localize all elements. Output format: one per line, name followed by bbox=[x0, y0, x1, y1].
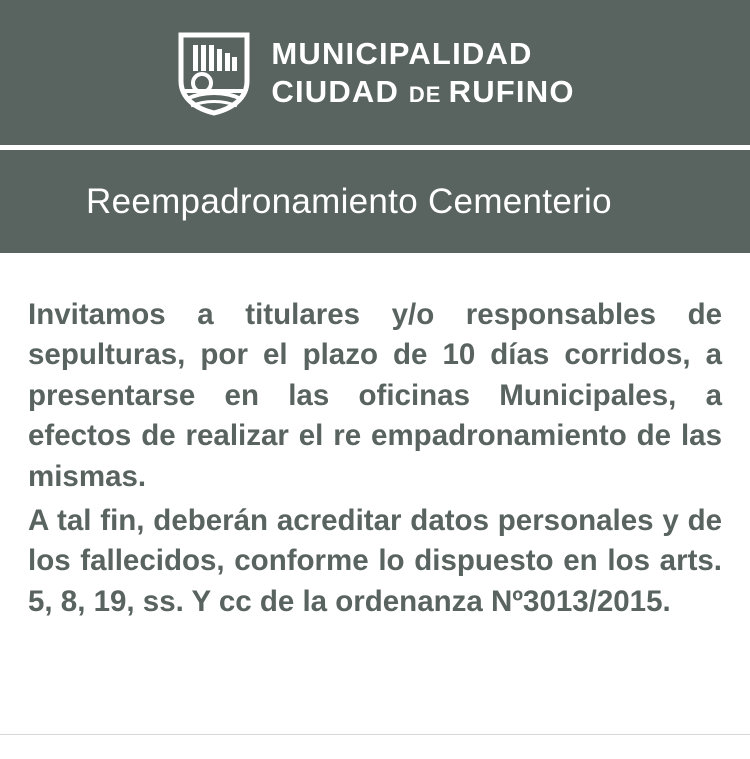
brand-lockup bbox=[175, 29, 574, 117]
brand-de: DE bbox=[408, 82, 449, 107]
bottom-divider bbox=[0, 734, 750, 735]
page-title: Reempadronamiento Cementerio bbox=[86, 181, 612, 221]
rufino-crest-icon bbox=[175, 29, 253, 117]
title-band bbox=[0, 150, 750, 253]
brand-text bbox=[271, 38, 574, 107]
header-band bbox=[0, 0, 750, 145]
brand-ciudad: CIUDAD bbox=[271, 74, 409, 109]
brand-line-municipalidad: MUNICIPALIDAD bbox=[271, 36, 533, 71]
body-paragraph-2: A tal fin, deberán acreditar datos personales y de los fallecidos, conforme lo dispuesto en los arts. 5, 8, 19, ss. Y cc de la ordenanza Nº3013/2015. bbox=[28, 504, 722, 618]
body-area bbox=[0, 253, 750, 759]
brand-rufino: RUFINO bbox=[448, 74, 575, 109]
body-paragraph-1: Invitamos a titulares y/o responsables de sepulturas, por el plazo de 10 días corridos, a presentarse en las oficinas Municipales, a efectos de realizar el re empadronamiento de las mismas. bbox=[28, 298, 722, 493]
brand-line-ciudad-de-rufino bbox=[271, 76, 574, 107]
